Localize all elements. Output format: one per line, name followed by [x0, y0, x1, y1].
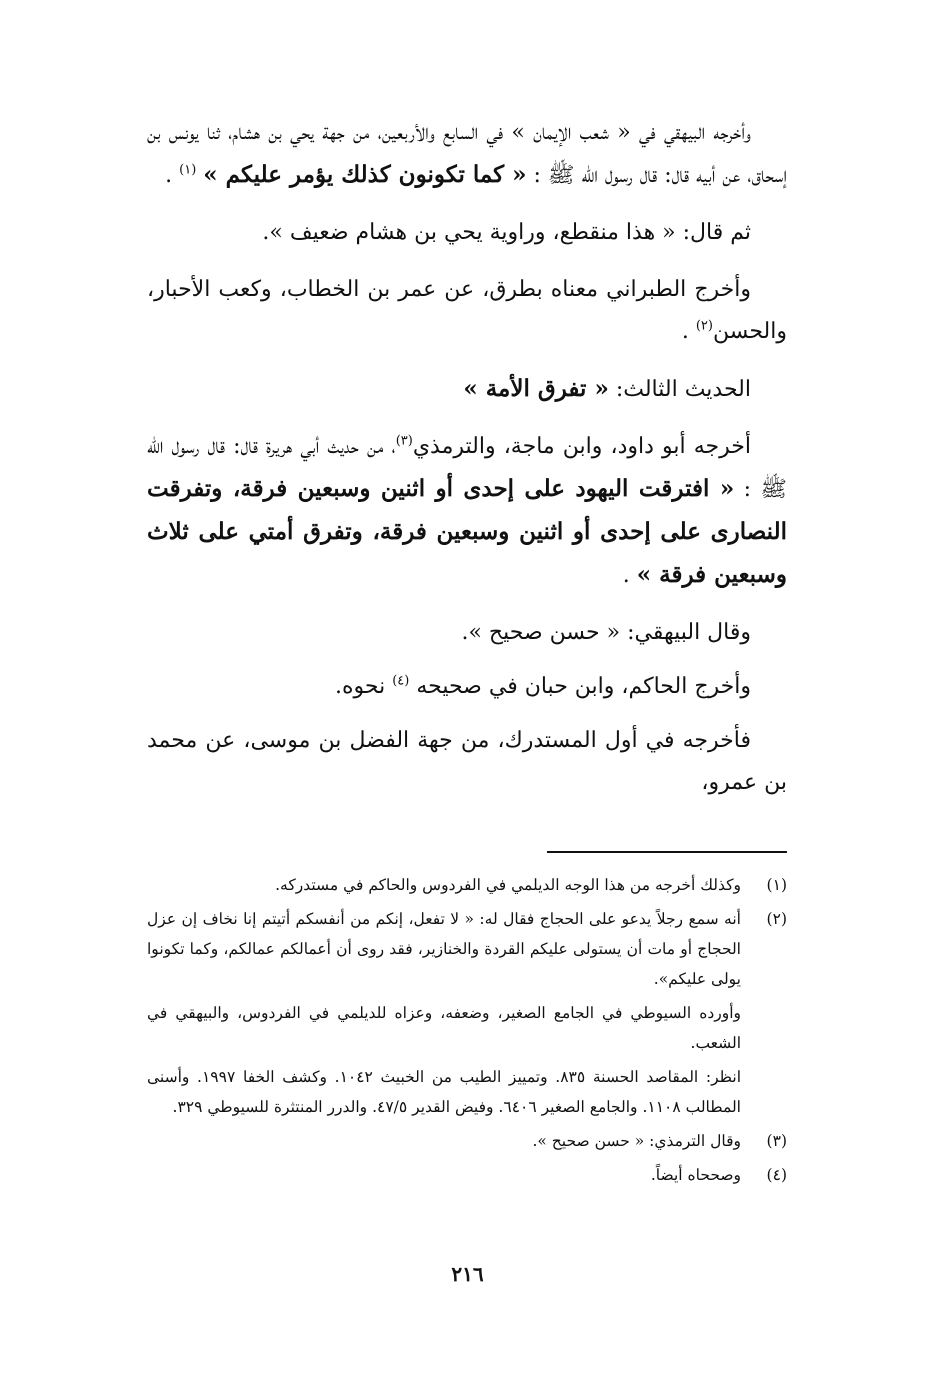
paragraph-munqati: [147, 212, 787, 254]
footnote-divider: [547, 851, 787, 853]
hadith-quote: « كما تكونون كذلك يؤمر عليكم »: [203, 161, 527, 188]
section-heading-third-hadith: [147, 368, 787, 411]
footnote-ref-2[interactable]: (٢): [695, 318, 713, 334]
footnote-2-continuation: [147, 998, 787, 1058]
paragraph-end: .: [622, 563, 637, 588]
main-text: [147, 112, 787, 819]
footnote-text: وأورده السيوطي في الجامع الصغير، وضعفه، وعزاه للديلمي في الفردوس، والبيهقي في الشعب.: [147, 1004, 741, 1052]
footnote-text: وكذلك أخرجه من هذا الوجه الديلمي في الفردوس والحاكم في مستدركه.: [275, 876, 741, 894]
paragraph-text: ثم قال: « هذا منقطع، وراوية يحي بن هشام ضعيف ».: [262, 220, 751, 245]
paragraph-text: وأخرج الحاكم، وابن حبان في صحيحه: [416, 674, 751, 699]
paragraph-text: وأخرج الطبراني معناه بطرق، عن عمر بن الخطاب، وكعب الأحبار، والحسن: [147, 277, 787, 344]
footnote-ref-1[interactable]: (١): [179, 162, 197, 178]
paragraph-mustadrak: [147, 720, 787, 804]
footnote-number: (١): [766, 876, 787, 894]
footnote-number: (٤): [766, 1166, 787, 1184]
paragraph-end: .: [681, 319, 696, 344]
paragraph-hakim: [147, 666, 787, 708]
footnote-2: [147, 904, 787, 994]
paragraph-text: فأخرجه في أول المستدرك، من جهة الفضل بن موسى، عن محمد بن عمرو،: [147, 728, 787, 795]
paragraph-bayhaqi-saheeh: [147, 612, 787, 654]
paragraph-text: وقال البيهقي: « حسن صحيح ».: [461, 620, 751, 645]
footnote-2-references: [147, 1062, 787, 1122]
paragraph-text: وأخرجه البيهقي في « شعب الإيمان » في السابع والأربعين، من جهة يحي بن هشام، ثنا يونس بن إسحاق، عن أبيه قال: قال رسول الله ﷺ :: [147, 120, 787, 188]
paragraph-abu-dawud: [147, 426, 787, 597]
footnote-ref-3[interactable]: (٣): [395, 433, 413, 449]
paragraph-end: .: [165, 163, 180, 188]
paragraph-text: ، من حديث أبي هريرة قال: قال رسول الله ﷺ :: [147, 434, 787, 502]
paragraph-end: نحوه.: [335, 674, 393, 699]
footnote-text: انظر: المقاصد الحسنة ٨٣٥. وتمييز الطيب من الخبيث ١٠٤٢. وكشف الخفا ١٩٩٧. وأسنى المطالب ١١٠٨. والجامع الصغير ٦٤٠٦. وفيض القدير ٤٧/٥. والدرر المنتثرة للسيوطي ٣٢٩.: [147, 1068, 742, 1116]
paragraph-tabarani: [147, 269, 787, 353]
footnote-number: (٣): [766, 1132, 787, 1150]
footnote-text: أنه سمع رجلاً يدعو على الحجاج فقال له: « لا تفعل، إنكم من أنفسكم أتيتم إنا نخاف إن عزل الحجاج أو مات أن يستولى عليكم القردة والخنازير، فقد روى أن أعمالكم عمالكم، وكما تكونوا يولى عليكم».: [147, 910, 741, 988]
heading-label: الحديث الثالث:: [608, 377, 751, 402]
footnote-1: [147, 870, 787, 900]
page-number: ٢١٦: [451, 1262, 484, 1286]
footnote-number: (٢): [766, 910, 787, 928]
footnotes: [147, 870, 787, 1194]
footnote-text: وقال الترمذي: « حسن صحيح ».: [532, 1132, 741, 1150]
heading-title: « تفرق الأمة »: [463, 375, 609, 402]
footnote-ref-4[interactable]: (٤): [392, 673, 410, 689]
hadith-quote: « افترقت اليهود على إحدى أو اثنين وسبعين فرقة، وتفرقت النصارى على إحدى أو اثنين وسبعين فرقة، وتفرق أمتي على ثلاث وسبعين فرقة »: [147, 475, 787, 588]
footnote-4: [147, 1160, 787, 1190]
footnote-text: وصححاه أيضاً.: [650, 1166, 741, 1184]
footnote-3: [147, 1126, 787, 1156]
paragraph-bayhaqi-shuab: [147, 112, 787, 197]
paragraph-text: أخرجه أبو داود، وابن ماجة، والترمذي: [412, 434, 751, 459]
